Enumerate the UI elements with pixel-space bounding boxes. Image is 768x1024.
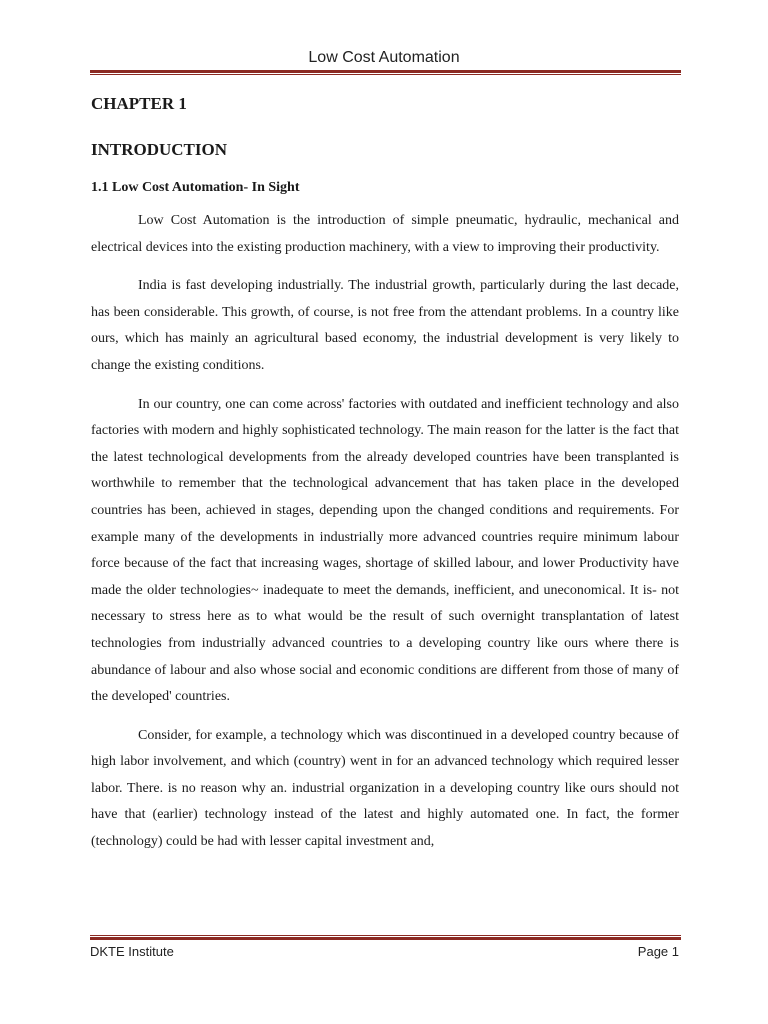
page-header-title: Low Cost Automation [308,49,460,66]
footer-institute: DKTE Institute [90,944,174,959]
paragraph-4: Consider, for example, a technology which was discontinued in a developed country because of high labor involvement, and which (country) went in for an advanced technology which required lesser labor. There. is no reason why an. industrial organization in a developing country like ours should not have that (earlier) technology instead of the latest and highly automated one. In fact, the former (technology) could be had with lesser capital investment and, [91,727,679,850]
chapter-label: CHAPTER 1 [91,94,187,113]
footer-divider [90,935,681,940]
page-body [91,92,679,856]
paragraph-3: In our country, one can come across' factories with outdated and inefficient technology and also factories with modern and highly sophisticated technology. The main reason for the latter is the fact that the latest technological developments from the already developed countries have been transplanted is worthwhile to remember that the technological advancement that has taken place in the developed countries has been, achieved in stages, depending upon the changed conditions and requirements. For example many of the developments in industrially more advanced countries require minimum labour force because of the fact that increasing wages, shortage of skilled labour, and lower Productivity have made the older technologies~ inadequate to meet the demands, inefficient, and uneconomical. It is- not necessary to stress here as to what would be the result of such overnight transplantation of latest technologies from industrially advanced countries to a developing country like ours where there is abundance of labour and also whose social and economic conditions are different from those of many of the developed' countries. [91,396,679,705]
paragraph-2: India is fast developing industrially. The industrial growth, particularly during the last decade, has been considerable. This growth, of course, is not free from the attendant problems. In a country like ours, which has mainly an agricultural based economy, the industrial development is very likely to change the existing conditions. [91,278,679,373]
section-title: 1.1 Low Cost Automation- In Sight [91,180,300,195]
chapter-heading: INTRODUCTION [91,140,228,159]
header-divider-thin [90,74,681,75]
paragraph-1: Low Cost Automation is the introduction of simple pneumatic, hydraulic, mechanical and electrical devices into the existing production machinery, with a view to improving their productivity. [91,213,679,255]
footer-divider-thick [90,937,681,940]
header-divider [90,70,681,75]
footer-page-number: Page 1 [637,944,679,959]
header-divider-thick [90,70,681,73]
footer-divider-thin [90,935,681,936]
